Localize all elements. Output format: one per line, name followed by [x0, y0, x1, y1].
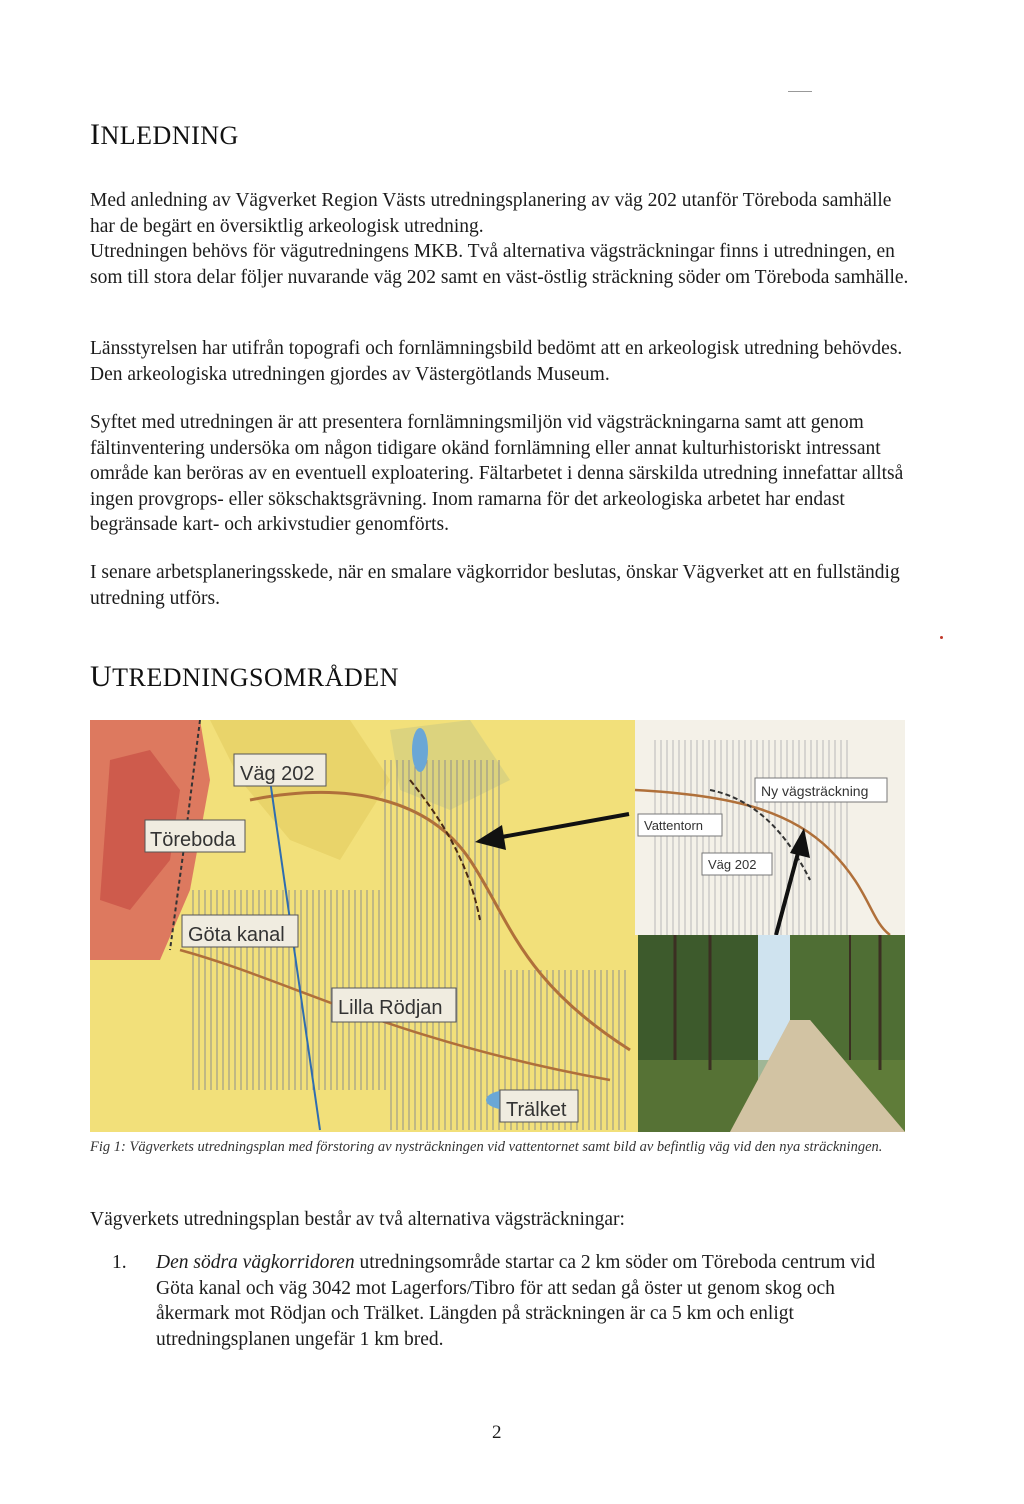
figure-map [90, 720, 905, 1132]
paragraph-utredningsplan: Vägverkets utredningsplan består av två alternativa vägsträckningar: [90, 1209, 625, 1230]
paragraph-syftet: Syftet med utredningen är att presentera fornlämningsmiljön vid vägsträckningarna samt att genom fältinventering undersöka om någon tidigare okänd fornlämning eller annat kulturhistoriskt intressant område kan beröras av en eventuell exploatering. Fältarbetet i denna särskilda utredning innefattar alltså ingen provgrops- eller sökschaktsgrävning. Inom ramarna för det arkeologiska arbetet har endast begränsade kart- och arkivstudier genomförts. [90, 412, 904, 535]
scan-mark [788, 91, 812, 92]
paragraph-intro: Med anledning av Vägverket Region Västs utredningsplanering av väg 202 utanför Töreboda samhälle har de begärt en översiktlig arkeologisk utredning. Utredningen behövs för vägutredningens MKB. Två alternativa vägsträckningar finns i utredningen, en som till stora delar följer nuvarande väg 202 samt en väst-östlig sträckning söder om Töreboda samhälle. [90, 190, 909, 288]
heading-utredningsomraden: UTREDNINGSOMRÅDEN [90, 660, 399, 693]
label-vag-202-inset: Väg 202 [708, 857, 757, 872]
scan-dot [940, 636, 943, 639]
label-toreboda: Töreboda [150, 829, 236, 851]
heading-inledning: INLEDNING [90, 118, 239, 151]
label-ny-vagstrackning: Ny vägsträckning [761, 783, 869, 799]
list-text: Den södra vägkorridoren utredningsområde startar ca 2 km söder om Töreboda centrum vid Göta kanal och väg 3042 mot Lagerfors/Tibro för att sedan gå öster ut genom skog och åkermark mot Rödjan och Trälket. Längden på sträckningen är ca 5 km och enligt utredningsplanen ungefär 1 km bred. [156, 1252, 876, 1350]
page-number: 2 [492, 1422, 502, 1443]
label-tralket: Trälket [506, 1099, 567, 1121]
main-map [90, 720, 640, 1132]
label-gota-kanal: Göta kanal [188, 924, 285, 946]
paragraph-senare: I senare arbetsplaneringsskede, när en smalare vägkorridor beslutas, önskar Vägverket att en fullständig utredning utförs. [90, 562, 900, 609]
list-number: 1. [112, 1252, 127, 1273]
label-vattentorn: Vattentorn [644, 818, 704, 833]
paragraph-lansstyrelsen: Länsstyrelsen har utifrån topografi och fornlämningsbild bedömt att en arkeologisk utredning behövdes. Den arkeologiska utredningen gjordes av Västergötlands Museum. [90, 338, 903, 385]
label-vag-202: Väg 202 [240, 763, 315, 785]
label-lilla-rodjan: Lilla Rödjan [338, 997, 443, 1019]
figure-caption: Fig 1: Vägverkets utredningsplan med förstoring av nysträckningen vid vattentornet samt bild av befintlig väg vid den nya sträckningen. [90, 1139, 883, 1155]
inset-map [635, 720, 905, 935]
road-photo [638, 935, 905, 1132]
